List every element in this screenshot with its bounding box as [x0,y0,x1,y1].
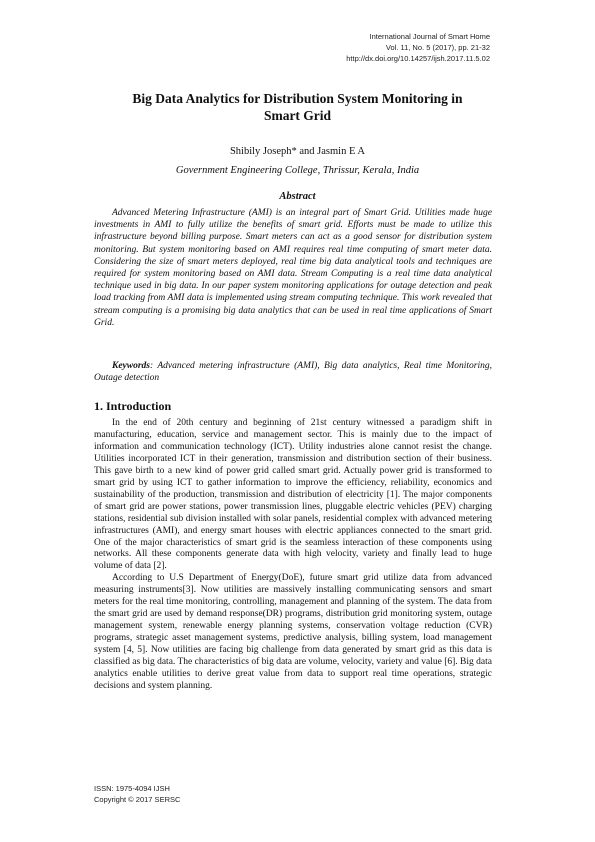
introduction-body [94,418,492,693]
keywords-text: : Advanced metering infrastructure (AMI), Big data analytics, Real time Monitoring, Outage detection [94,361,492,384]
keywords [94,360,492,384]
keywords-label: Keywords [112,361,150,371]
journal-volume: Vol. 11, No. 5 (2017), pp. 21-32 [385,43,490,52]
section-heading-introduction: 1. Introduction [94,399,172,413]
paper-title-line1: Big Data Analytics for Distribution System Monitoring in [132,91,463,106]
introduction-paragraph-1: In the end of 20th century and beginning of 21st century witnessed a paradigm shift in manufacturing, education, service and management sector. This is mainly due to the impact of information and communication technology (ICT). Utility industries alone cannot resist the change. Utilities incorporated ICT in their generation, transmission and distribution section of their business. This gave birth to a new kind of power grid called smart grid. Actually power grid is transformed to smart grid by using ICT to gather information to improve the efficiency, reliability, economics and sustainability of the production, transmission and distribution of electricity [1]. The major components of smart grid are power stations, power transmission lines, pluggable electric vehicles (PEV) charging stations, residential sub division installed with solar panels, residential complex with advanced metering infrastructures (AMI), and energy smart houses with electric appliances connected to the smart grid. One of the major characteristics of smart grid is the seamless interaction of these components using networks. All these components generate data with high velocity, variety and finally lead to huge volume of data [2]. [94,418,492,572]
journal-header [190,31,490,64]
abstract-body: Advanced Metering Infrastructure (AMI) is an integral part of Smart Grid. Utilities made huge investments in AMI to fully utilize the benefits of smart grid. Efforts must be made to utilize this infrastructure beyond billing purpose. Smart meters can act as a good sensor for distribution system monitoring. But system monitoring based on AMI requires real time computing of smart meter data. Considering the size of smart meters deployed, real time big data analytical tools and techniques are required for system monitoring based on AMI data. Stream Computing is a real time data analytical technique used in big data. In our paper system monitoring applications for outage detection and peak load tracking from AMI data is implemented using stream computing technique. This work revealed that stream computing is a promising big data analytics that can be used in real time applications of Smart Grid. [94,208,492,328]
abstract-heading: Abstract [279,191,316,202]
introduction-paragraph-2: According to U.S Department of Energy(DoE), future smart grid utilize data from advanced measuring instruments[3]. Now utilities are massively installing communicating sensors and smart meters for the real time monitoring, controlling, management and planning of the system. The data from the smart grid are used by demand response(DR) programs, distribution grid monitoring system, outage management system, renewable energy planning systems, conservation voltage reduction (CVR) programs, strategic asset management systems, predictive analysis, billing system, load management system [4, 5]. Now utilities are facing big challenge from data generated by smart grid as this data is classified as big data. The characteristics of big data are volume, velocity, variety and value [6]. Big data analytics enable utilities to derive great value from data to support real time operations, strategic decisions and system planning. [94,573,492,691]
paper-title-line2: Smart Grid [263,108,332,123]
journal-name: International Journal of Smart Home [369,32,490,41]
paper-affiliation: Government Engineering College, Thrissur, Kerala, India [175,165,420,176]
journal-doi[interactable]: http://dx.doi.org/10.14257/ijsh.2017.11.5.02 [346,54,490,63]
footer-issn: ISSN: 1975-4094 IJSH [94,784,170,793]
page-footer [94,783,180,805]
footer-copyright: Copyright © 2017 SERSC [94,795,181,804]
paper-authors: Shibily Joseph* and Jasmin E A [229,146,366,157]
paper-title [100,90,495,124]
